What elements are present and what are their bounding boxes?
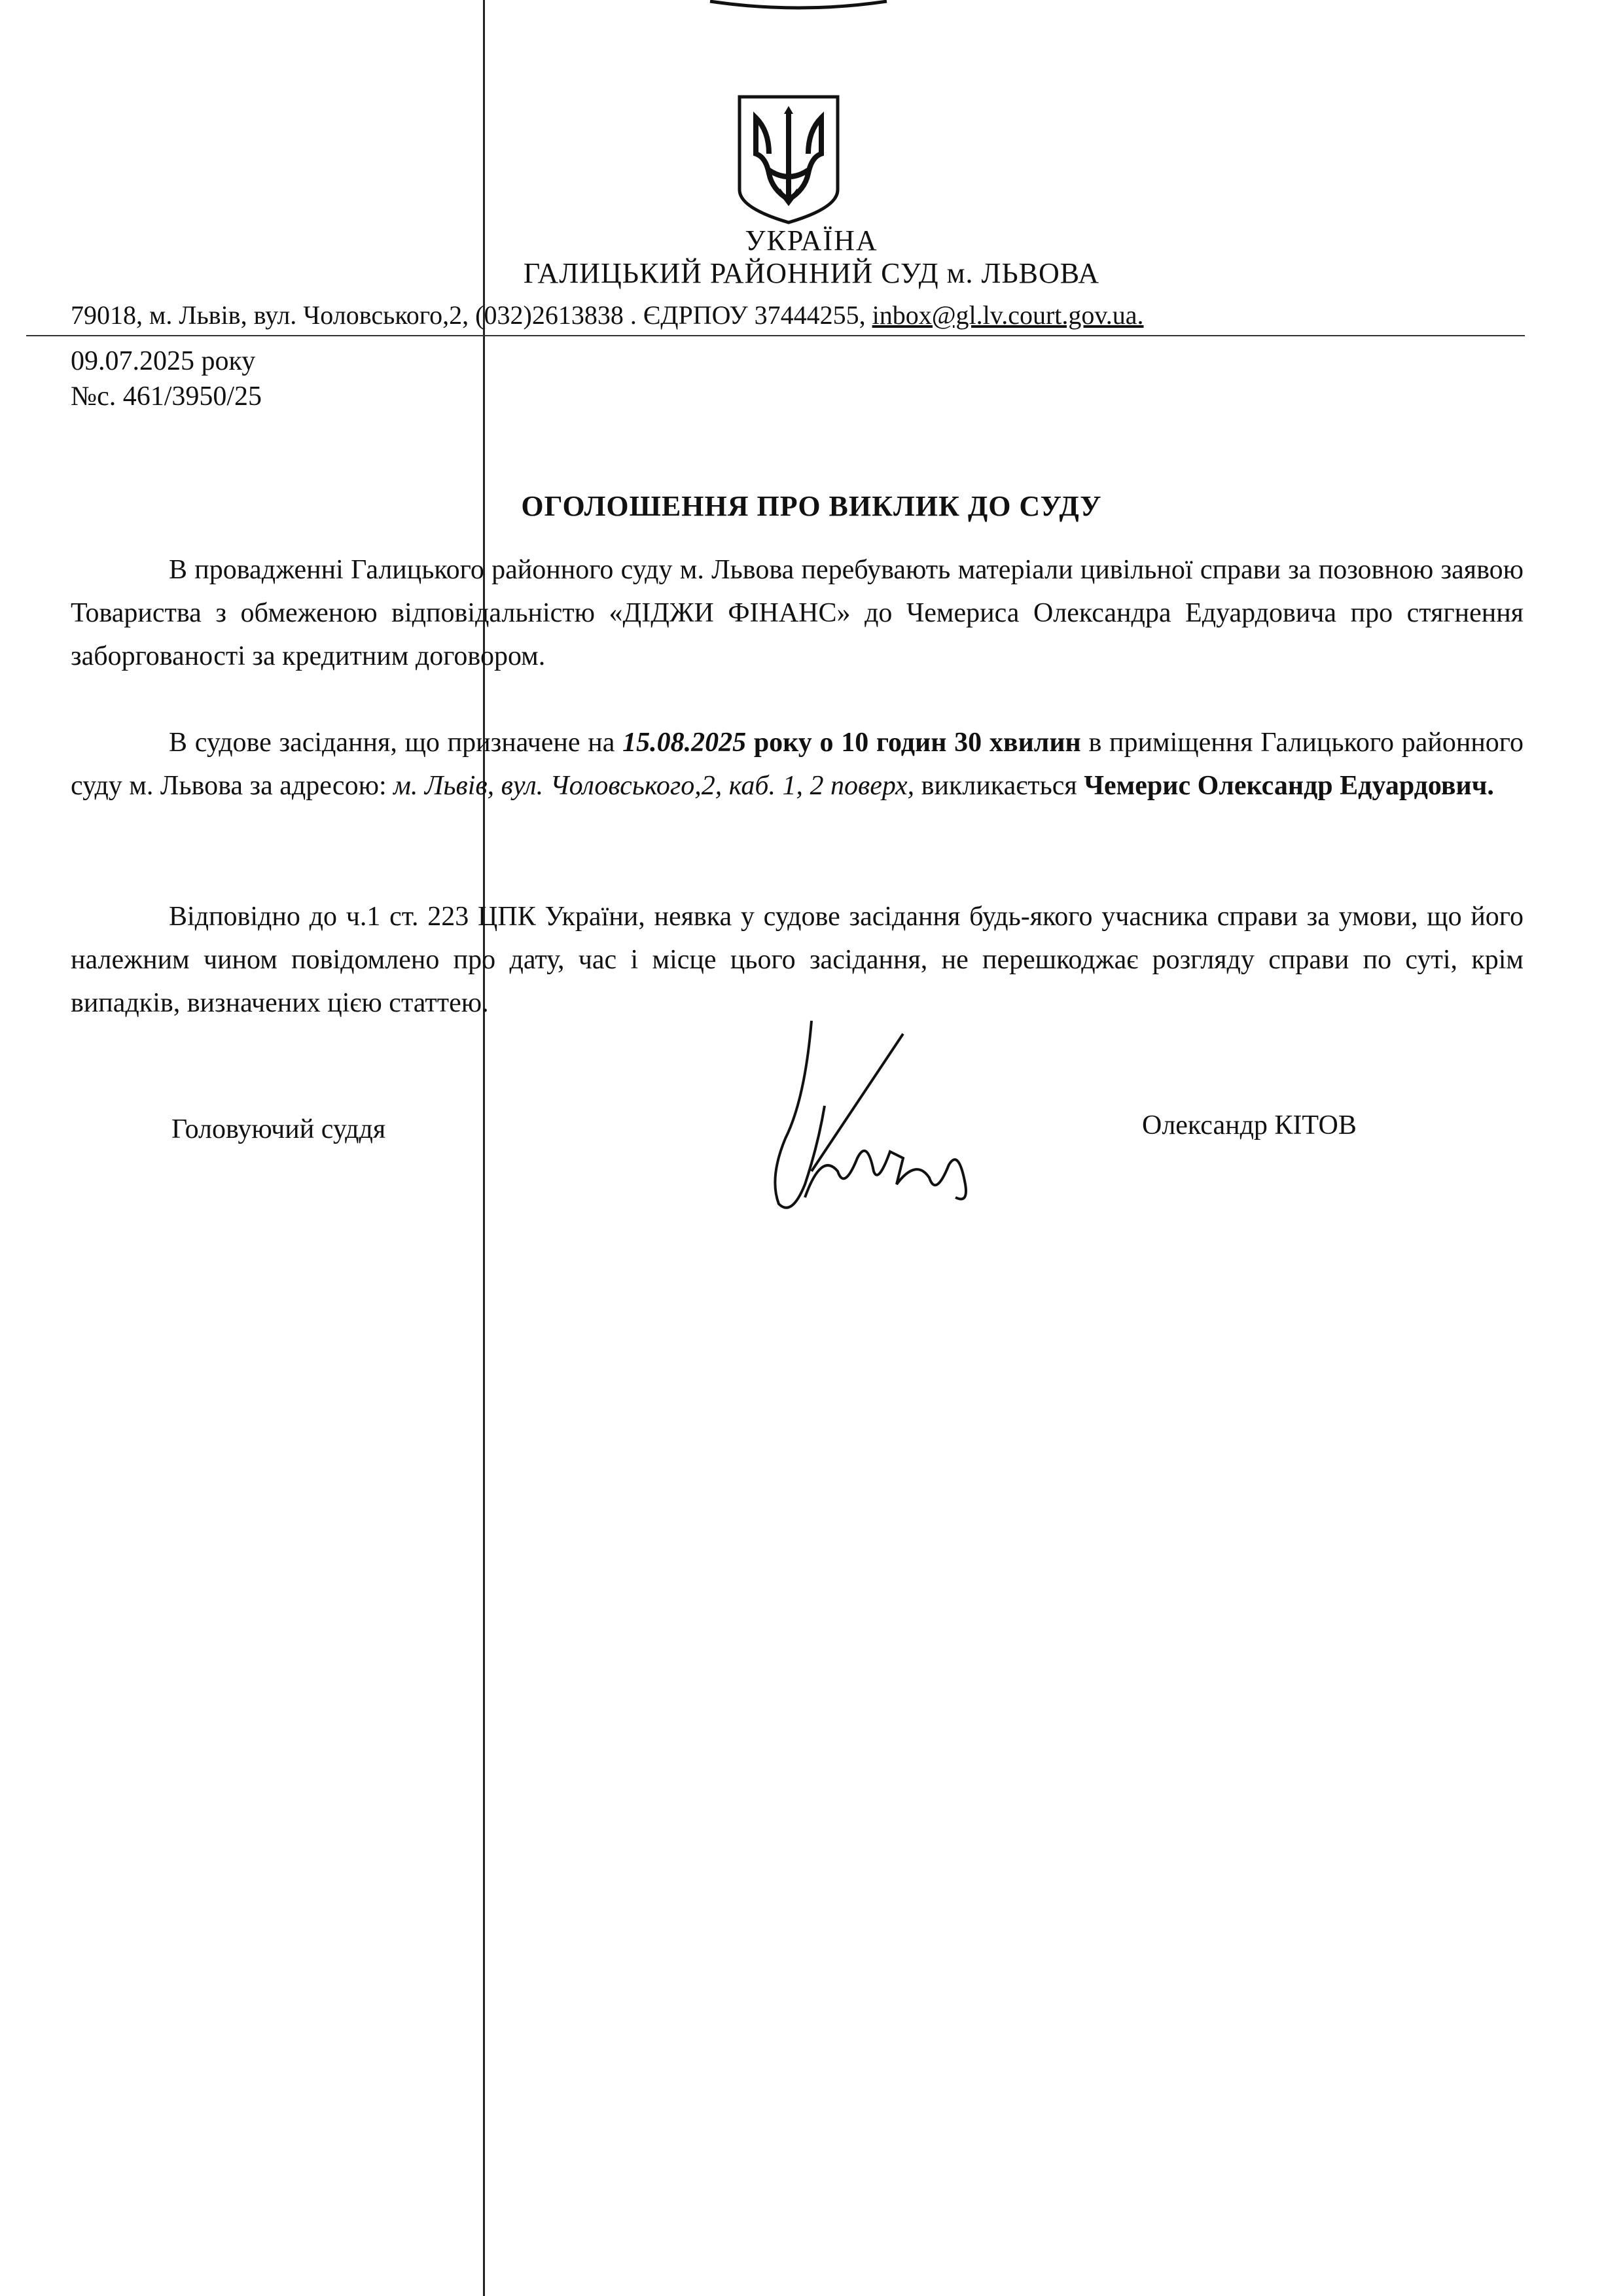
country-name: УКРАЇНА — [745, 224, 878, 256]
coat-of-arms-trident-icon — [733, 92, 844, 226]
court-email: inbox@gl.lv.court.gov.ua. — [872, 300, 1144, 330]
paragraph-hearing-summons — [71, 721, 1524, 807]
hearing-date: 15.08.2025 — [622, 728, 747, 758]
court-address: 79018, м. Львів, вул. Чоловського,2, (032)2613838 . ЄДРПОУ 37444255, — [71, 300, 872, 330]
header-divider — [26, 335, 1525, 336]
document-date: 09.07.2025 року — [71, 346, 256, 376]
paragraph-legal-reference: Відповідно до ч.1 ст. 223 ЦПК України, неявка у судове засідання будь-якого учасника справи за умови, що його належним чином повідомлено про дату, час і місце цього засідання, не перешкоджає розгляду справи по суті, крім випадків, визначених цією статтею. — [71, 902, 1524, 1018]
court-name: ГАЛИЦЬКИЙ РАЙОННИЙ СУД м. ЛЬВОВА — [523, 257, 1100, 289]
scan-vertical-line — [483, 0, 485, 2296]
hearing-address: м. Львів, вул. Чоловського,2, каб. 1, 2 поверх, — [393, 771, 915, 801]
judge-signature — [707, 1008, 995, 1224]
hearing-text-2: в приміщення Галицького районного суду м. Львова за адресою: — [71, 728, 1524, 801]
paragraph-case-description: В провадженні Галицького районного суду м. Львова перебувають матеріали цивільної справи за позовною заявою Товариства з обмеженою відповідальністю «ДІДЖИ ФІНАНС» до Чемериса Олександра Едуардовича про стягнення заборгованості за кредитним договором. — [71, 555, 1524, 671]
hearing-text-3: викликається — [914, 771, 1084, 801]
defendant-name: Чемерис Олександр Едуардович. — [1084, 771, 1494, 801]
document-title: ОГОЛОШЕННЯ ПРО ВИКЛИК ДО СУДУ — [521, 490, 1102, 522]
case-number: №с. 461/3950/25 — [71, 381, 262, 412]
top-edge-curve — [707, 0, 890, 13]
judge-title: Головуючий суддя — [171, 1114, 386, 1144]
court-address-line — [71, 300, 1144, 330]
hearing-text-1: В судове засідання, що призначене на — [169, 728, 623, 758]
hearing-time: року о 10 годин 30 хвилин — [746, 728, 1081, 758]
judge-name: Олександр КІТОВ — [1142, 1110, 1357, 1140]
